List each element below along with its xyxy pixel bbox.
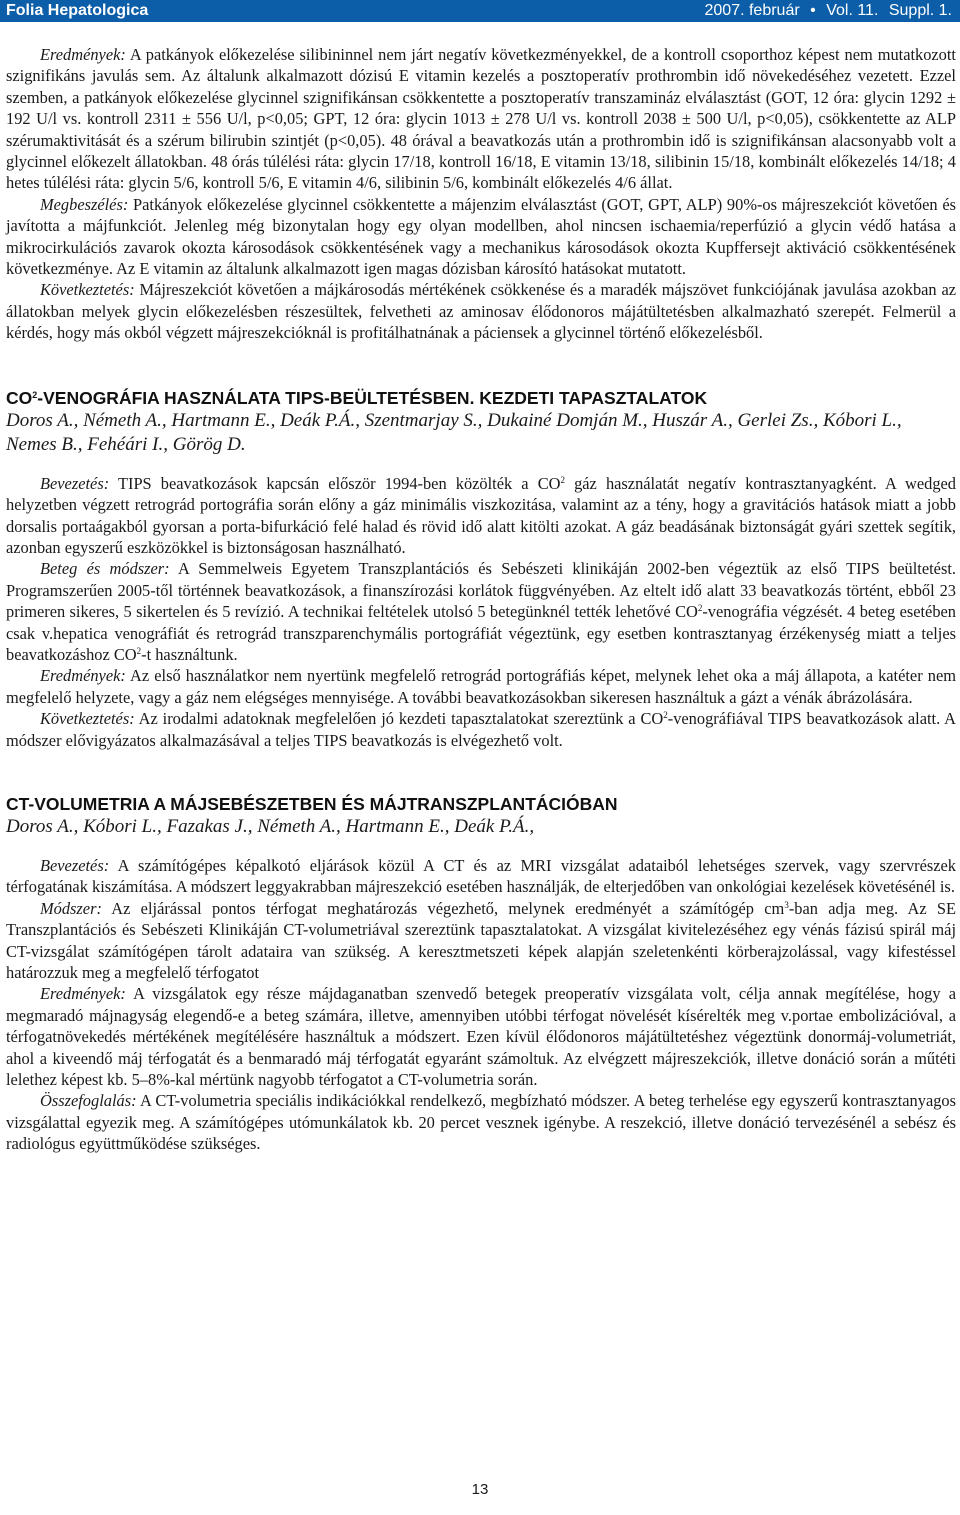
section-label: Eredmények: — [40, 984, 126, 1004]
paragraph-text: A CT-volumetria speciális indikációkkal rendelkező, megbízható módszer. A beteg terhelése egy egyszerű kontrasztanyagos vizsgálattal egyezik meg. A számítógépes utómunkálatok kb. 20 percet vesznek igénybe. A reszekció, illetve donáció tervezésénél a sebész és radiológus együttműködése szükséges. — [6, 1091, 956, 1154]
issue-volume: Vol. 11. — [826, 2, 879, 19]
abstract-ct-volumetry — [6, 793, 956, 1155]
issue-info — [699, 0, 953, 22]
paragraph-text: A Semmelweis Egyetem Transzplantációs és Sebészeti klinikáján 2002-ben végeztük az első TIPS beültetést. Programszerűen 2005-től történnek beavatkozások, a finanszírozási korlátok függvényében. Az eltelt idő alatt 33 beavatkozás történt, ebből 23 primeren sikeres, 5 sikertelen és 5 revízió. A technikai feltételek utolsó 5 betegünknél tették lehetővé CO — [6, 559, 956, 622]
section-label: Következtetés: — [40, 709, 135, 729]
paragraph-text: Az eljárással pontos térfogat meghatározás végezhető, melynek eredményét a számítógép cm — [101, 898, 785, 918]
paragraph-text: Az irodalmi adatoknak megfelelően jó kezdeti tapasztalatokat szereztünk a CO — [134, 709, 664, 729]
author-list: Doros A., Kóbori L., Fazakas J., Németh A., Hartmann E., Deák P.Á., — [6, 815, 535, 837]
paragraph-text: -venográfia végzését. 4 beteg esetében csak v.hepatica venográfiát és retrográd transzparenchymális portográfiát végeztünk, egy esetben kontrasztanyag érzékenység miatt a teljes beavatkozáshoz CO — [6, 602, 956, 664]
title-part: -VENOGRÁFIA HASZNÁLATA TIPS-BEÜLTETÉSBEN. KEZDETI TAPASZTALATOK — [37, 387, 708, 408]
abstract-co2-venography — [6, 387, 956, 751]
summary-paragraph — [6, 1090, 956, 1154]
methods-paragraph — [6, 558, 956, 665]
paragraph-text: A számítógépes képalkotó eljárások közül A CT és az MRI vizsgálat adataiból lehetséges szervek, vagy szervrészek térfogatának kiszámítása. A módszert leggyakrabban májreszekció esetében használják, de elterjedőben van onkológiai kezelések követésénél is. — [6, 855, 956, 897]
title-subscript: 2 — [32, 389, 38, 400]
methods-paragraph — [6, 898, 956, 984]
introduction-paragraph — [6, 855, 956, 898]
paragraph-text: Az első használatkor nem nyertünk megfelelő retrográd portográfiás képet, melynek lehet oka a máj állapota, a katéter nem megfelelő helyzete, vagy a gáz nem elégséges mennyisége. A további beavatkozásokban sikeresen használtuk a gázt a vénák ábrázolására. — [6, 666, 956, 707]
introduction-paragraph — [6, 473, 956, 559]
paragraph-text: -t használtunk. — [141, 644, 238, 664]
previous-abstract-continuation — [6, 44, 956, 344]
paragraph-text: gáz használatát negatív kontrasztanyagként. A wedged helyzetben végzett retrográd portográfia során előny a gáz minimális viszkozitása, valamint az a tény, hogy a gravitációs hatások miatt a jobb dorsalis portaágakból gyorsan a porta-bifurkáció felé halad és rövid idő alatt kitölti azokat. A gáz beadásának biztonságát gyári szettek segítik, azonban egyszerű eszközökkel is biztonságosan használható. — [6, 473, 956, 557]
subscript: 2 — [136, 645, 142, 656]
section-label: Megbeszélés: — [40, 194, 129, 214]
paragraph-text: TIPS beavatkozások kapcsán először 1994-ben közölték a CO — [109, 473, 561, 493]
section-label: Összefoglalás: — [40, 1091, 137, 1111]
page-number: 13 — [471, 1481, 489, 1498]
subscript: 2 — [560, 474, 565, 485]
section-label: Beteg és módszer: — [40, 559, 170, 579]
section-label: Eredmények: — [40, 666, 126, 686]
abstract-title: CT-VOLUMETRIA A MÁJSEBÉSZETBEN ÉS MÁJTRANSZPLANTÁCIÓBAN — [6, 793, 618, 814]
subscript: 2 — [663, 710, 668, 721]
section-label: Módszer: — [40, 898, 102, 918]
results-paragraph — [6, 665, 956, 708]
conclusion-paragraph — [6, 708, 956, 751]
subscript: 2 — [697, 603, 703, 614]
paragraph-text: -ban adja meg. Az SE Transzplantációs és Sebészeti Klinikáján CT-volumetriával szereztünk tapasztalatokat. A vizsgálat kivitelezéséhez egy vénás fázisú spirál máj CT-vizsgálat számítógépen tárolt adataira van szükség. A keresztmetszeti képek alapján szeletenkénti körberajzolással, vagy kifestéssel határozzuk meg a megfelelő térfogatot — [6, 898, 956, 982]
author-list: Doros A., Németh A., Hartmann E., Deák P.Á., Szentmarjay S., Dukainé Domján M., Huszár A., Gerlei Zs., Kóbori L., Nemes B., Fehéári I., Görög D. — [6, 409, 902, 455]
page-content — [6, 44, 956, 1155]
section-label: Következtetés: — [40, 280, 135, 300]
title-part: CO — [6, 387, 33, 408]
issue-supplement: Suppl. 1. — [888, 2, 952, 19]
section-label: Bevezetés: — [40, 855, 110, 875]
journal-header — [0, 0, 960, 22]
superscript: 3 — [784, 899, 789, 910]
results-paragraph — [6, 44, 956, 194]
paragraph-text: Májreszekciót követően a májkárosodás mértékének csökkenése és a maradék májszövet funkciójának javulása azokban az állatokban melyek glycin előkezelésben részesültek, felvetheti az aminosav élődonoros májátültetésben alkalmazható szerepét. Felmerül a kérdés, hogy más okból végzett májreszekcióknál is profitálhatnának a páciensek a glycinnel történő előkezelésből. — [6, 280, 956, 343]
section-label: Eredmények: — [40, 45, 126, 64]
conclusion-paragraph — [6, 279, 956, 343]
abstract-title — [6, 387, 956, 409]
issue-date: 2007. február — [704, 2, 800, 19]
paragraph-text: Patkányok előkezelése glycinnel csökkentette a májenzim elválasztást (GOT, GPT, ALP) 90%-os májreszekciót követően és javította a májfunkciót. Jelenleg még bizonytalan hogy egy olyan modellben, ahol nincsen ischaemia/reperfúzió a glycin védő hatása a mikrocirkulációs zavarok okozta károsodások csökkentésének vagy a mechanikus károsodások okozta Kupffersejt aktiváció csökkentésének következménye. Az E vitamin az általunk alkalmazott igen magas dózisban károsító hatásokat mutatott. — [6, 194, 956, 279]
section-label: Bevezetés: — [40, 473, 110, 493]
separator-bullet: • — [810, 2, 816, 19]
journal-title: Folia Hepatologica — [6, 2, 149, 19]
paragraph-text: A patkányok előkezelése silibininnel nem járt negatív következményekkel, de a kontroll csoporthoz képest nem mutatkozott szignifikáns javulás sem. Az általunk alkalmazott dózisú E vitamin kezelés a posztoperatív prothrombin idő növekedéséhez vezetett. Ezzel szemben, a patkányok előkezelése glycinnel szignifikánsan csökkentette a posztoperatív transzamináz elválasztást (GOT, 12 óra: glycin 1292 ± 192 U/l vs. kontroll 2311 ± 556 U/l, p<0,05; GPT, 12 óra: glycin 1013 ± 278 U/l vs. kontroll 2038 ± 500 U/l, p<0,05), csökkentette az ALP szérumaktivitását és a szérum bilirubin szintjét (p<0,05). 48 órával a beavatkozás után a prothrombin idő is szignifikánsan alacsonyabb volt a glycinnel előkezelt állatokban. 48 órás túlélési ráta: glycin 17/18, kontroll 16/18, E vitamin 13/18, silibinin 15/18, kombinált előkezelés 14/18; 4 hetes túlélési ráta: glycin 5/6, kontroll 5/6, E vitamin 4/6, silibinin 5/6, kombinált előkezelés 4/6 állat. — [6, 45, 956, 193]
paragraph-text: -venográfiával TIPS beavatkozások alatt. A módszer elővigyázatos alkalmazásával a teljes TIPS beavatkozás is elvégezhető volt. — [6, 709, 956, 750]
paragraph-text: A vizsgálatok egy része májdaganatban szenvedő betegek preoperatív vizsgálata volt, célja annak megítélése, hogy a megmaradó májnagyság elegendő-e a beteg számára, illetve, amennyiben utóbbi térfogat növelését kísérelték meg v.portae embolizációval, a térfogatnövekedés mértékének megítélésére használtuk a módszert. Ezen kívül élődonoros májátültetéshez végeztünk donormáj-volumetriát, ahol a kiveendő máj térfogatát és a benmaradó máj térfogatát egyaránt számoltuk. Az elvégzett májreszekciók, illetve donáció során a műtéti lelethez képest kb. 5–8%-kal mértünk nagyobb térfogatot a CT-volumetria során. — [6, 984, 956, 1090]
discussion-paragraph — [6, 194, 956, 280]
results-paragraph — [6, 983, 956, 1090]
